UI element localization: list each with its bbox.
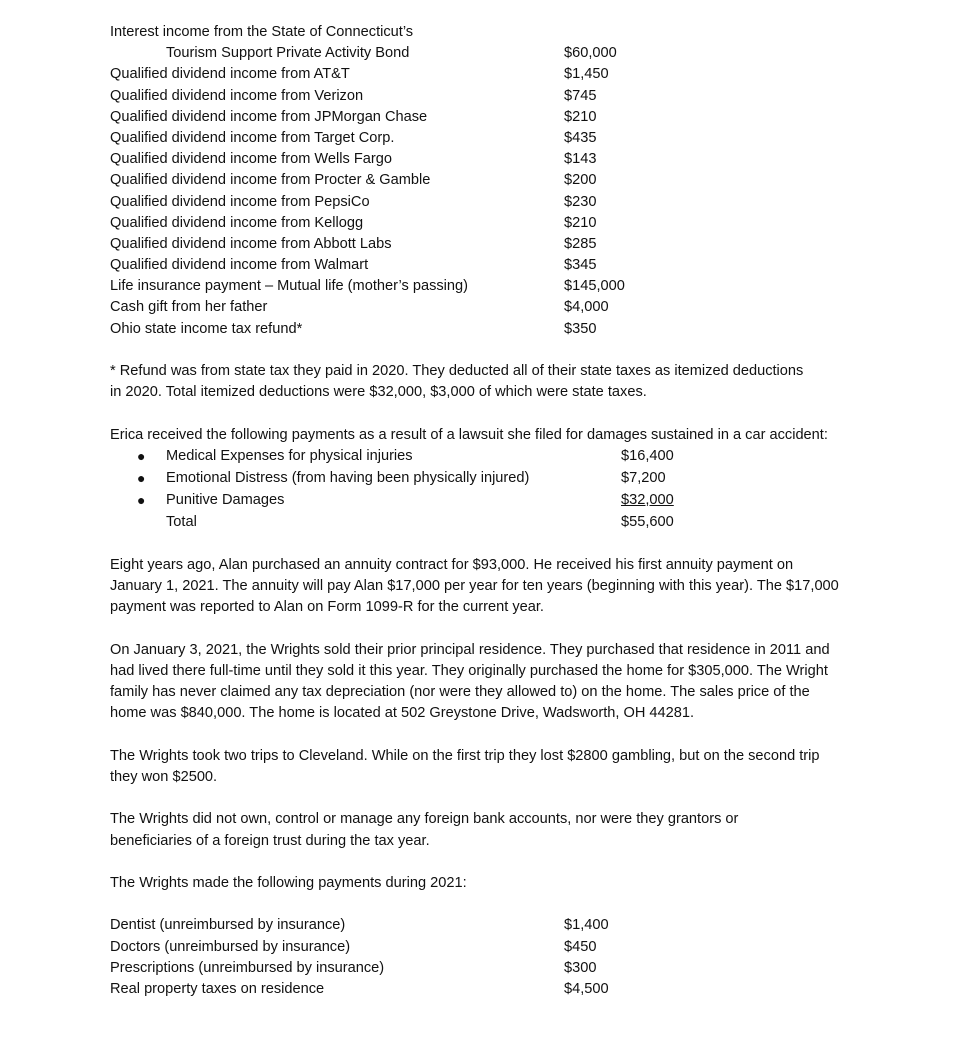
- income-item: [110, 170, 930, 191]
- income-item-amount: $143: [564, 151, 597, 168]
- income-item: [110, 213, 930, 234]
- income-item-amount: $145,000: [564, 278, 625, 295]
- income-item: [110, 234, 930, 255]
- payment-item-amount: $4,500: [564, 980, 609, 997]
- lawsuit-item-label: Emotional Distress (from having been physically injured): [166, 469, 530, 486]
- income-item-label: Qualified dividend income from Walmart: [110, 257, 369, 274]
- payment-item: [110, 915, 930, 936]
- income-item-label: Qualified dividend income from PepsiCo: [110, 193, 370, 210]
- income-item: [110, 128, 930, 149]
- payment-item-label: Prescriptions (unreimbursed by insurance): [110, 959, 385, 976]
- payments-list: [110, 915, 930, 1000]
- income-item-label: Life insurance payment – Mutual life (mother’s passing): [110, 278, 468, 295]
- income-item-amount: $435: [564, 129, 597, 146]
- lawsuit-item-label: Punitive Damages: [166, 491, 285, 508]
- payment-item-label: Doctors (unreimbursed by insurance): [110, 938, 351, 955]
- lawsuit-item: [110, 446, 930, 468]
- income-item-amount: $350: [564, 320, 597, 337]
- income-item-amount: $285: [564, 235, 597, 252]
- payment-item: [110, 937, 930, 958]
- income-item: [110, 192, 930, 213]
- foreign-paragraph: The Wrights did not own, control or manage any foreign bank accounts, nor were they grantors or beneficiaries of a foreign trust during the tax year.: [110, 811, 739, 849]
- payment-item: [110, 958, 930, 979]
- income-item-label: Qualified dividend income from Kellogg: [110, 214, 364, 231]
- payment-item-label: Dentist (unreimbursed by insurance): [110, 917, 346, 934]
- income-item-label: Cash gift from her father: [110, 299, 268, 316]
- income-item: [110, 86, 930, 107]
- income-item-label: Qualified dividend income from AT&T: [110, 66, 350, 83]
- income-item-amount: $60,000: [564, 45, 617, 62]
- income-item: [110, 64, 930, 85]
- payments-intro: The Wrights made the following payments during 2021:: [110, 874, 467, 891]
- income-item: [110, 319, 930, 340]
- payment-item-amount: $300: [564, 959, 597, 976]
- income-item-label: Qualified dividend income from Wells Fargo: [110, 151, 392, 168]
- income-header: [110, 22, 930, 43]
- income-item-label: Ohio state income tax refund*: [110, 320, 303, 337]
- income-item-label: Qualified dividend income from Procter & Gamble: [110, 172, 431, 189]
- residence-paragraph: On January 3, 2021, the Wrights sold their prior principal residence. They purchased that residence in 2011 and had lived there full-time until they sold it this year. They originally purchased the home for $305,000. The Wright family has never claimed any tax depreciation (nor were they allowed to) on the home. The sales price of the home was $840,000. The home is located at 502 Greystone Drive, Wadsworth, OH 44281.: [110, 641, 830, 722]
- income-item-amount: $1,450: [564, 66, 609, 83]
- income-item-amount: $210: [564, 214, 597, 231]
- bullet-icon: ●: [137, 491, 146, 508]
- lawsuit-item-label: Medical Expenses for physical injuries: [166, 447, 413, 464]
- income-item-amount: $345: [564, 257, 597, 274]
- income-item-amount: $210: [564, 108, 597, 125]
- bullet-icon: ●: [137, 447, 146, 464]
- document-page: [110, 22, 930, 1000]
- lawsuit-intro: Erica received the following payments as a result of a lawsuit she filed for damages sustained in a car accident:: [110, 426, 828, 443]
- gambling-paragraph: The Wrights took two trips to Cleveland. While on the first trip they lost $2800 gambling, but on the second trip they won $2500.: [110, 747, 820, 785]
- payment-item-amount: $450: [564, 938, 597, 955]
- payment-item: [110, 979, 930, 1000]
- income-item-amount: $745: [564, 87, 597, 104]
- income-item: [110, 297, 930, 318]
- income-header-label: Interest income from the State of Connecticut’s: [110, 24, 414, 40]
- lawsuit-item: [110, 468, 930, 490]
- lawsuit-list: [110, 446, 930, 534]
- income-item-label: Tourism Support Private Activity Bond: [166, 45, 410, 62]
- annuity-paragraph: Eight years ago, Alan purchased an annuity contract for $93,000. He received his first annuity payment on January 1, 2021. The annuity will pay Alan $17,000 per year for ten years (beginning with this year). The $17,000 payment was reported to Alan on Form 1099-R for the current year.: [110, 556, 839, 616]
- refund-note: * Refund was from state tax they paid in 2020. They deducted all of their state taxes as itemized deductions in 2020. Total itemized deductions were $32,000, $3,000 of which were state taxes.: [110, 363, 804, 401]
- income-item: [110, 43, 930, 64]
- income-item: [110, 149, 930, 170]
- income-item-amount: $230: [564, 193, 597, 210]
- income-item-label: Qualified dividend income from Abbott Labs: [110, 235, 392, 252]
- lawsuit-item: [110, 490, 930, 512]
- income-item-label: Qualified dividend income from Verizon: [110, 87, 364, 104]
- income-item-amount: $200: [564, 172, 597, 189]
- income-item-amount: $4,000: [564, 299, 609, 316]
- income-item: [110, 276, 930, 297]
- lawsuit-item-amount: $7,200: [621, 469, 666, 486]
- income-item-label: Qualified dividend income from JPMorgan Chase: [110, 108, 428, 125]
- income-list: [110, 22, 930, 340]
- lawsuit-total-amount: $55,600: [621, 513, 674, 530]
- income-item: [110, 255, 930, 276]
- lawsuit-total: [110, 512, 930, 534]
- income-item-label: Qualified dividend income from Target Corp.: [110, 129, 395, 146]
- income-item: [110, 107, 930, 128]
- payment-item-amount: $1,400: [564, 917, 609, 934]
- lawsuit-total-label: Total: [166, 513, 197, 530]
- lawsuit-item-amount: $32,000: [621, 491, 674, 508]
- bullet-icon: ●: [137, 469, 146, 486]
- payment-item-label: Real property taxes on residence: [110, 980, 325, 997]
- lawsuit-item-amount: $16,400: [621, 447, 674, 464]
